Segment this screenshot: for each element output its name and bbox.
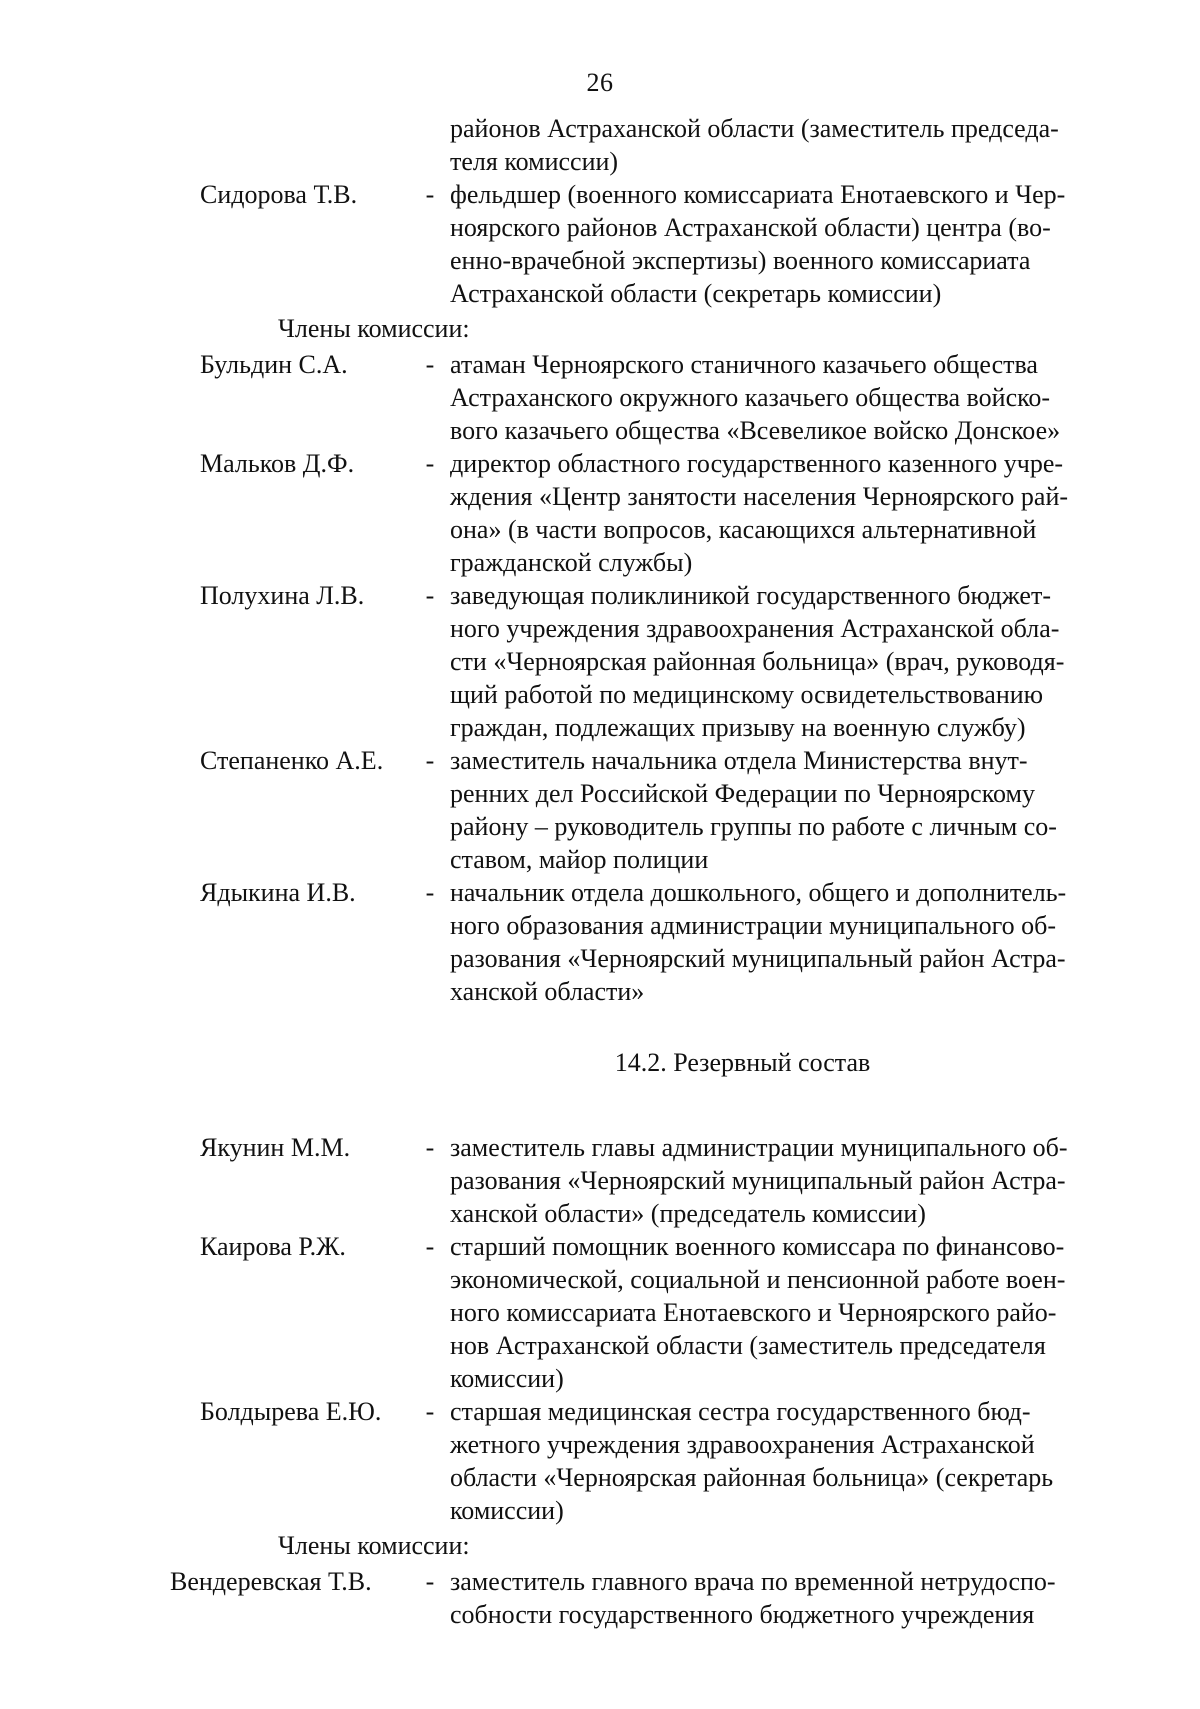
member-dash: - — [425, 746, 435, 775]
page-content — [170, 112, 1130, 1631]
member-name: Каирова Р.Ж. — [200, 1232, 346, 1261]
section-title-reserve: 14.2. Резервный состав — [614, 1048, 871, 1077]
member-row-venderevskaya — [170, 1565, 1130, 1631]
member-name: Якунин М.М. — [200, 1133, 351, 1162]
member-description: заместитель главного врача по временной нетрудоспо- собности государственного бюджетного учреждения — [450, 1567, 1056, 1629]
member-name: Бульдин С.А. — [200, 350, 348, 379]
member-description: заместитель главы администрации муниципального об- разования «Черноярский муниципальный район Астра- ханской области» (председатель комиссии) — [450, 1133, 1068, 1228]
member-dash: - — [425, 1397, 435, 1426]
continuation-text: районов Астраханской области (заместитель председа- теля комиссии) — [450, 114, 1059, 176]
member-name: Степаненко А.Е. — [200, 746, 384, 775]
member-name: Мальков Д.Ф. — [200, 449, 355, 478]
member-dash: - — [425, 180, 435, 209]
member-row-stepanenko — [200, 744, 1130, 876]
members-heading-2: Члены комиссии: — [278, 1531, 470, 1560]
member-row-yakunin — [200, 1131, 1130, 1230]
member-dash: - — [425, 1133, 435, 1162]
member-dash: - — [425, 449, 435, 478]
member-description: директор областного государственного казенного учре- ждения «Центр занятости населения Черноярского рай- она» (в части вопросов, касающихся альтернативной гражданской службы) — [450, 449, 1069, 577]
member-name: Полухина Л.В. — [200, 581, 365, 610]
member-dash: - — [425, 1232, 435, 1261]
member-dash: - — [425, 1567, 435, 1596]
member-dash: - — [425, 350, 435, 379]
member-description: старшая медицинская сестра государственного бюд- жетного учреждения здравоохранения Астраханской области «Черноярская районная больница» (секретарь комиссии) — [450, 1397, 1054, 1525]
member-description: заведующая поликлиникой государственного бюджет- ного учреждения здравоохранения Астраханской обла- сти «Черноярская районная больница» (врач, руководя- щий работой по медицинскому освидетельствованию граждан, подлежащих призыву на военную службу) — [450, 581, 1065, 742]
member-name: Болдырева Е.Ю. — [200, 1397, 382, 1426]
member-description: фельдшер (военного комиссариата Енотаевского и Чер- ноярского районов Астраханской области) центра (во- енно-врачебной экспертизы) военного комиссариата Астраханской области (секретарь комиссии) — [450, 180, 1066, 308]
members-heading-1: Члены комиссии: — [278, 314, 470, 343]
member-row-boldyreva — [200, 1395, 1130, 1527]
member-row-yadykina — [200, 876, 1130, 1008]
member-row-sidorova — [200, 178, 1130, 310]
member-description: старший помощник военного комиссара по финансово- экономической, социальной и пенсионной работе воен- ного комиссариата Енотаевского и Черноярского райо- нов Астраханской области (заместитель председателя комиссии) — [450, 1232, 1066, 1393]
member-row-polukhina — [200, 579, 1130, 744]
member-name: Ядыкина И.В. — [200, 878, 356, 907]
continuation-row — [200, 112, 1130, 178]
member-row-kairova — [200, 1230, 1130, 1395]
member-dash: - — [425, 581, 435, 610]
member-name: Сидорова Т.В. — [200, 180, 358, 209]
member-description: атаман Черноярского станичного казачьего общества Астраханского окружного казачьего общества войско- вого казачьего общества «Всевеликое войско Донское» — [450, 350, 1061, 445]
member-row-buldin — [200, 348, 1130, 447]
page-number: 26 — [586, 68, 614, 97]
member-name: Вендеревская Т.В. — [170, 1567, 372, 1596]
member-dash: - — [425, 878, 435, 907]
member-description: начальник отдела дошкольного, общего и дополнитель- ного образования администрации муниципального об- разования «Черноярский муниципальный район Астра- ханской области» — [450, 878, 1067, 1006]
member-description: заместитель начальника отдела Министерства внут- ренних дел Российской Федерации по Черноярскому району – руководитель группы по работе с личным со- ставом, майор полиции — [450, 746, 1057, 874]
member-row-malkov — [200, 447, 1130, 579]
